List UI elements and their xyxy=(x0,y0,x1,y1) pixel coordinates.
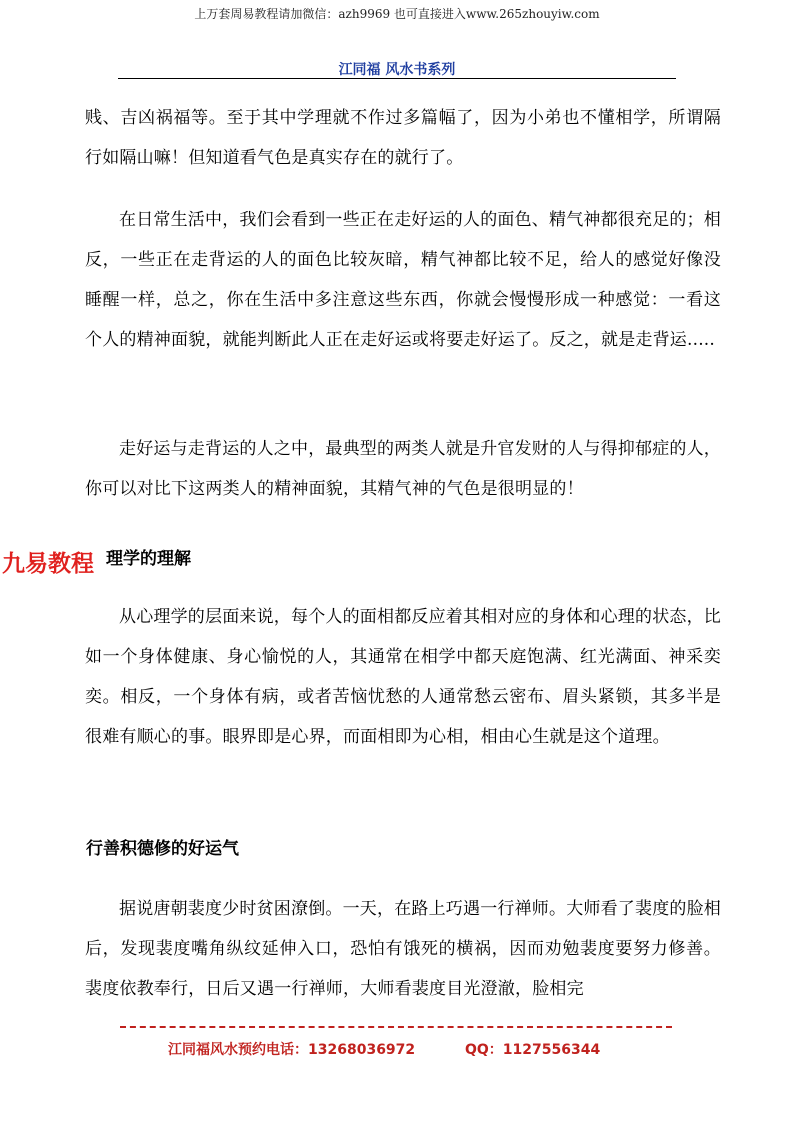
paragraph-2 xyxy=(85,200,721,360)
watermark-logo: 九易教程 xyxy=(2,551,94,577)
section-heading-psychology: 理学的理解 xyxy=(106,549,191,569)
paragraph-5-text: 据说唐朝裴度少时贫困潦倒。一天，在路上巧遇一行禅师。大师看了裴度的脸相后，发现裴度嘴角纵纹延伸入口，恐怕有饿死的横祸，因而劝勉裴度要努力修善。裴度依教奉行，日后又遇一行禅师，大师看裴度目光澄澈，脸相完 xyxy=(85,899,721,999)
paragraph-4-text: 从心理学的层面来说，每个人的面相都反应着其相对应的身体和心理的状态，比如一个身体健康、身心愉悦的人，其通常在相学中都天庭饱满、红光满面、神采奕奕。相反，一个身体有病，或者苦恼忧愁的人通常愁云密布、眉头紧锁，其多半是很难有顺心的事。眼界即是心界，而面相即为心相，相由心生就是这个道理。 xyxy=(85,607,721,747)
footer-qq: QQ：1127556344 xyxy=(465,1042,601,1058)
paragraph-2-text: 在日常生活中，我们会看到一些正在走好运的人的面色、精气神都很充足的；相反，一些正在走背运的人的面色比较灰暗，精气神都比较不足，给人的感觉好像没睡醒一样，总之，你在生活中多注意这些东西，你就会慢慢形成一种感觉：一看这个人的精神面貌，就能判断此人正在走好运或将要走好运了。反之，就是走背运..... xyxy=(85,210,721,350)
section-heading-good-deeds: 行善积德修的好运气 xyxy=(86,839,239,859)
paragraph-5 xyxy=(85,889,721,1009)
footer-divider xyxy=(120,1026,672,1028)
paragraph-3-text: 走好运与走背运的人之中，最典型的两类人就是升官发财的人与得抑郁症的人，你可以对比下这两类人的精神面貌，其精气神的气色是很明显的！ xyxy=(85,439,721,499)
paragraph-1-text: 贱、吉凶祸福等。至于其中学理就不作过多篇幅了，因为小弟也不懂相学，所谓隔行如隔山嘛！但知道看气色是真实存在的就行了。 xyxy=(85,108,721,168)
footer-phone: 江同福风水预约电话：13268036972 xyxy=(168,1042,416,1058)
header-divider xyxy=(118,78,676,79)
paragraph-3 xyxy=(85,429,721,509)
paragraph-1 xyxy=(85,98,721,178)
header-title: 江同福 风水书系列 xyxy=(338,62,456,78)
paragraph-4 xyxy=(85,597,721,757)
top-promo-note: 上万套周易教程请加微信：azh9969 也可直接进入www.265zhouyiw.com xyxy=(194,7,600,21)
